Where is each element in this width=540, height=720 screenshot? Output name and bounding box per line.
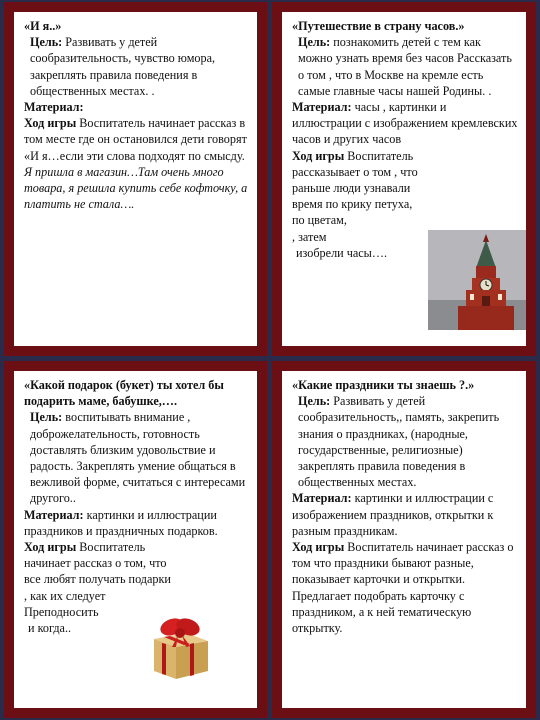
kremlin-tower-icon — [428, 230, 526, 330]
gift-box-icon — [146, 613, 216, 681]
material-label: Материал: — [24, 507, 84, 522]
process-text: Воспитатель рассказывает о том , что раньше люди узнавали время по крику петуха, — [292, 148, 418, 212]
material-label: Материал: — [24, 100, 84, 115]
material-text: картинки и иллюстрации с изображением праздников, открытки к разным праздникам. — [292, 491, 494, 538]
goal-label: Цель: — [298, 35, 331, 50]
process-paragraph — [292, 148, 420, 213]
process-line: , как их следует — [24, 588, 106, 603]
process-line: , затем — [292, 229, 327, 244]
card-content — [14, 12, 257, 346]
goal-text: Развивать у детей сообразительность,, память, закрепить знания о праздниках, (народные, государственные, религиозные) закреплять правила поведения в общественных местах. — [298, 394, 500, 490]
process-line: и когда.. — [28, 621, 72, 636]
material-paragraph — [292, 99, 518, 148]
card-title: «Путешествие в страну часов.» — [292, 19, 465, 33]
process-paragraph — [24, 115, 249, 164]
process-label: Ход игры — [24, 116, 77, 131]
goal-paragraph — [24, 34, 249, 99]
goal-paragraph — [292, 34, 518, 99]
process-paragraph — [292, 539, 518, 636]
goal-text: Развивать у детей сообразительность, чувство юмора, закреплять правила поведения в общественных местах. . — [30, 35, 216, 98]
goal-label: Цель: — [30, 35, 63, 50]
goal-label: Цель: — [298, 394, 331, 409]
card-game-gift — [4, 361, 267, 718]
card-title: «Какой подарок (букет) ты хотел бы подарить маме, бабушке,…. — [24, 378, 224, 409]
card-game-holidays — [272, 361, 536, 718]
goal-text: познакомить детей с тем как можно узнать время без часов Рассказать о том , что в Москве на кремле есть самые главные часы нашей Родины. . — [298, 35, 512, 98]
goal-label: Цель: — [30, 410, 63, 425]
material-paragraph — [24, 99, 249, 115]
example-text: Я пришла в магазин…Там очень много товара, я решила купить себе кофточку, а платить не стала…. — [24, 164, 248, 212]
process-line: изобрели часы…. — [296, 245, 388, 260]
process-text: Воспитатель начинает рассказ в том месте где он остановился дети говорят «И я…если эти слова подходят по смысду. — [24, 116, 247, 163]
goal-text: воспитывать внимание , доброжелательность, готовность доставлять близким удовольствие и радость. Закреплять умение общаться в вежливой форме, считаться с интересами другого.. — [30, 410, 246, 506]
material-label: Материал: — [292, 491, 352, 506]
material-text: картинки и иллюстрации праздников и праздничных подарков. — [24, 507, 218, 538]
material-paragraph — [24, 507, 249, 539]
process-label: Ход игры — [24, 540, 77, 555]
goal-paragraph — [24, 409, 249, 506]
card-title: «И я..» — [24, 19, 62, 33]
kremlin-tower-image — [428, 230, 526, 330]
process-paragraph — [24, 539, 174, 588]
process-label: Ход игры — [292, 540, 345, 555]
gift-box-image — [146, 613, 216, 681]
material-label: Материал: — [292, 100, 352, 115]
card-game-clocks — [272, 2, 536, 356]
process-line: Преподносить — [24, 604, 99, 619]
card-game-i-ya — [4, 2, 267, 356]
card-title: «Какие праздники ты знаешь ?.» — [292, 378, 475, 392]
process-text: Воспитатель начинает рассказ о том что праздники бывают разные, показывает карточки и открытки. Предлагает подобрать карточку с праздником, а к ней тематическую открытку. — [292, 540, 514, 636]
goal-paragraph — [292, 393, 518, 490]
card-content — [282, 371, 526, 708]
material-paragraph — [292, 490, 518, 539]
process-line: по цветам, — [292, 213, 347, 228]
material-text: часы , картинки и иллюстрации с изображением кремлевских часов и других часов — [292, 100, 518, 147]
process-label: Ход игры — [292, 148, 345, 163]
card-content — [14, 371, 257, 708]
process-text: Воспитатель начинает рассказ о том, что все любят получать подарки — [24, 540, 171, 587]
